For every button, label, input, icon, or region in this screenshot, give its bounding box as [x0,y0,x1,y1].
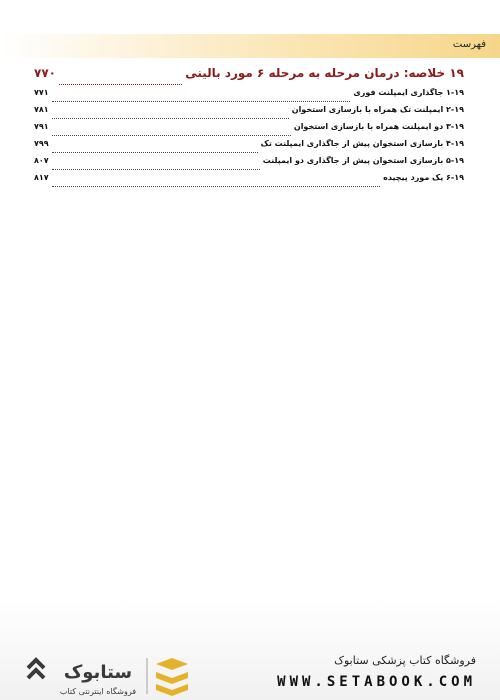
toc-item-title: ۴-۱۹ بازسازی استخوان پیش از جاگذاری ایمپلنت تک [260,139,464,148]
toc-chapter[interactable] [34,66,464,88]
toc-item[interactable] [34,88,464,105]
header-title: فهرست [452,39,486,50]
logo-word: ستابوک [63,662,133,683]
toc-item-page: ۷۷۱ [34,88,49,97]
chevron-icon [28,660,44,678]
header-band [0,34,500,58]
dot-leader [52,152,258,153]
dot-leader [52,186,381,187]
toc-item[interactable] [34,173,464,190]
setabook-logo[interactable] [22,654,222,698]
table-of-contents [34,66,464,190]
toc-item-title: ۱-۱۹ جاگذاری ایمپلنت فوری [353,88,464,97]
toc-item-page: ۸۱۷ [34,173,49,182]
logo-tagline: فروشگاه اینترنتی کتاب [59,687,137,696]
toc-item-title: ۲-۱۹ ایمپلنت تک همراه با بازسازی استخوان [291,105,464,114]
toc-item-page: ۷۹۱ [34,122,49,131]
dot-leader [59,84,182,85]
store-url[interactable]: WWW.SETABOOK.COM [277,674,476,690]
chapter-title: خلاصه: درمان مرحله به مرحله ۶ مورد بالینی [185,66,446,80]
chapter-number: ۱۹ [449,66,464,80]
book-stack-icon [156,658,188,696]
toc-item-page: ۷۹۹ [34,139,49,148]
toc-item[interactable] [34,139,464,156]
toc-item-page: ۸۰۷ [34,156,49,165]
store-name: فروشگاه کتاب پزشکی ستابوک [334,654,476,667]
chapter-heading [185,66,464,80]
chapter-page: ۷۷۰ [34,66,56,80]
toc-item-page: ۷۸۱ [34,105,49,114]
toc-item-title: ۶-۱۹ یک مورد پیچیده [383,173,464,182]
toc-item[interactable] [34,105,464,122]
dot-leader [52,101,351,102]
toc-item[interactable] [34,156,464,173]
dot-leader [52,118,289,119]
toc-item-title: ۳-۱۹ دو ایمپلنت همراه با بازسازی استخوان [293,122,464,131]
toc-item-title: ۵-۱۹ بازسازی استخوان پیش از جاگذاری دو ایمپلنت [262,156,464,165]
dot-leader [52,169,260,170]
toc-item[interactable] [34,122,464,139]
dot-leader [52,135,291,136]
